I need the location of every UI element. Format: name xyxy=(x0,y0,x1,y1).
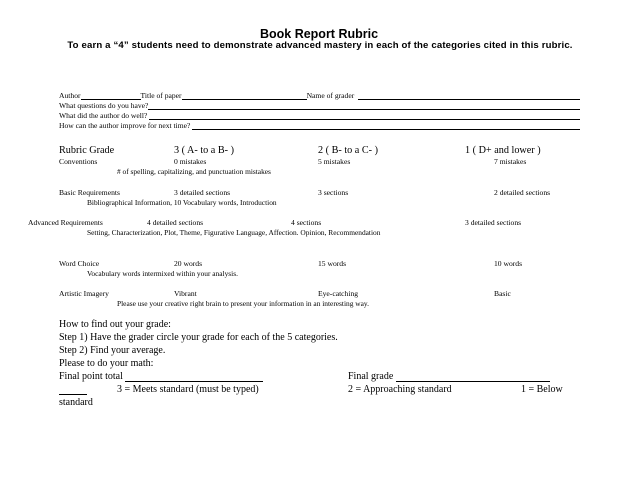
row-note: Please use your creative right brain to present your information in an interesting way. xyxy=(117,299,369,308)
page-title: Book Report Rubric xyxy=(259,27,379,41)
field-row-author xyxy=(59,91,580,100)
scale-3-text: 3 = Meets standard (must be typed) xyxy=(117,384,259,395)
table-cell[interactable]: 15 words xyxy=(318,259,347,268)
title-label: Title of paper xyxy=(140,91,182,100)
table-cell[interactable]: Eye-catching xyxy=(318,289,359,298)
instructions-step1: Step 1) Have the grader circle your grade for each of the 5 categories. xyxy=(59,332,338,343)
table-row-category: Conventions xyxy=(59,157,98,166)
final-grade-label: Final grade xyxy=(348,371,394,382)
rubric-header-2: 2 ( B- to a C- ) xyxy=(318,145,378,156)
improve-label: How can the author improve for next time? xyxy=(59,121,191,130)
score-blank-line[interactable] xyxy=(59,394,87,395)
author-label: Author xyxy=(59,91,81,100)
grader-line[interactable] xyxy=(358,92,580,100)
table-cell[interactable]: Basic xyxy=(494,289,511,298)
field-row-improve xyxy=(59,121,580,130)
table-cell[interactable]: 2 detailed sections xyxy=(494,188,551,197)
row-note: Setting, Characterization, Plot, Theme, Figurative Language, Affection. Opinion, Recommendation xyxy=(87,228,381,237)
final-total-line[interactable] xyxy=(125,381,263,382)
table-cell[interactable]: 3 detailed sections xyxy=(465,218,522,227)
table-row-category: Basic Requirements xyxy=(59,188,120,197)
final-total-label: Final point total xyxy=(59,371,123,382)
table-cell[interactable]: 4 sections xyxy=(291,218,322,227)
table-row-category: Artistic Imagery xyxy=(59,289,109,298)
row-note: Bibliographical Information, 10 Vocabulary words, Introduction xyxy=(87,198,277,207)
table-cell[interactable]: 4 detailed sections xyxy=(147,218,204,227)
author-line[interactable] xyxy=(81,92,141,100)
table-cell[interactable]: 20 words xyxy=(174,259,203,268)
scale-2-text: 2 = Approaching standard xyxy=(348,384,452,395)
page-subtitle: To earn a “4” students need to demonstrate advanced mastery in each of the categories cited in this rubric. xyxy=(67,40,573,51)
rubric-header-grade: Rubric Grade xyxy=(59,145,115,156)
table-row-category: Word Choice xyxy=(59,259,100,268)
title-line[interactable] xyxy=(182,92,307,100)
table-row-category: Advanced Requirements xyxy=(28,218,103,227)
row-note: # of spelling, capitalizing, and punctuation mistakes xyxy=(117,167,271,176)
field-row-did-well xyxy=(59,111,580,120)
instructions-math: Please to do your math: xyxy=(59,358,154,369)
table-cell[interactable]: Vibrant xyxy=(174,289,197,298)
did-well-line[interactable] xyxy=(149,112,580,120)
table-cell[interactable]: 3 sections xyxy=(318,188,349,197)
instructions-heading: How to find out your grade: xyxy=(59,319,171,330)
instructions-step2: Step 2) Find your average. xyxy=(59,345,166,356)
did-well-label: What did the author do well? xyxy=(59,111,148,120)
scale-1-continuation: standard xyxy=(59,397,93,408)
questions-label: What questions do you have? xyxy=(59,101,149,110)
table-cell[interactable]: 7 mistakes xyxy=(494,157,527,166)
final-grade-line[interactable] xyxy=(396,381,550,382)
rubric-header-1: 1 ( D+ and lower ) xyxy=(465,145,541,156)
rubric-header-3: 3 ( A- to a B- ) xyxy=(174,145,234,156)
table-cell[interactable]: 10 words xyxy=(494,259,523,268)
table-cell[interactable]: 5 mistakes xyxy=(318,157,351,166)
row-note: Vocabulary words intermixed within your analysis. xyxy=(87,269,238,278)
improve-line[interactable] xyxy=(192,122,580,130)
scale-1-text: 1 = Below xyxy=(521,384,563,395)
questions-line[interactable] xyxy=(148,102,580,110)
grader-label: Name of grader xyxy=(306,91,355,100)
table-cell[interactable]: 3 detailed sections xyxy=(174,188,231,197)
table-cell[interactable]: 0 mistakes xyxy=(174,157,207,166)
field-row-questions xyxy=(59,101,580,110)
